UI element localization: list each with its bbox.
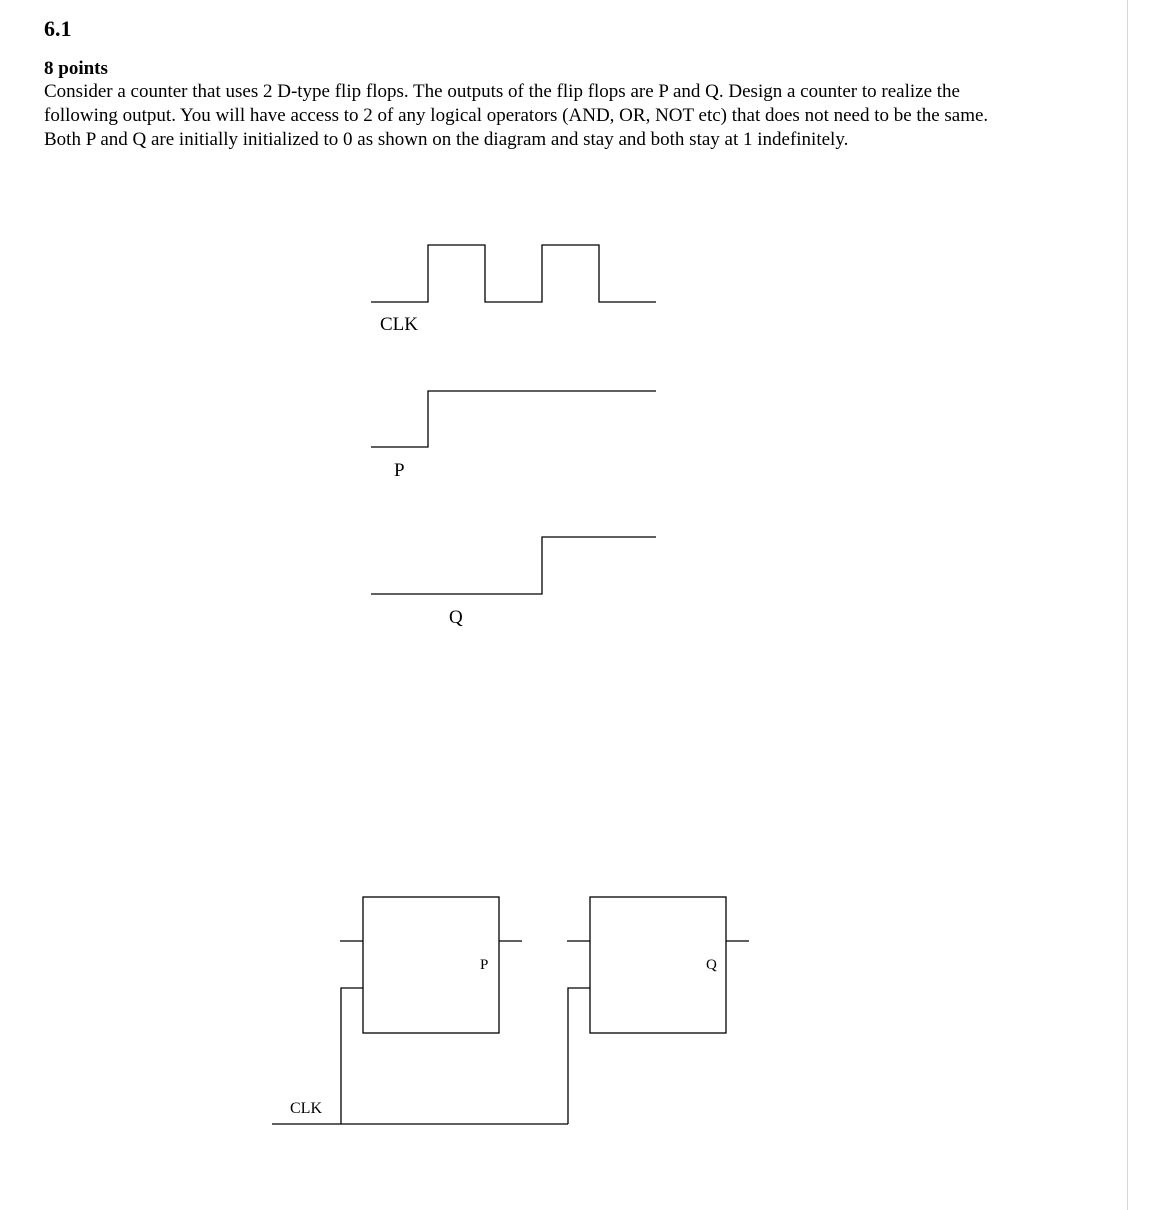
clk-waveform [371, 245, 656, 335]
flip-flop-1-box [363, 897, 499, 1033]
flip-flop-1-output-label: P [480, 957, 489, 973]
p-waveform-label: P [394, 460, 405, 481]
clock-bus-label: CLK [290, 1100, 322, 1117]
q-waveform [371, 537, 656, 628]
flip-flop-2-clk-input [568, 988, 590, 1124]
clock-bus [272, 1100, 568, 1124]
flip-flop-2-output-label: Q [706, 957, 717, 973]
question-number: 6.1 [44, 16, 72, 41]
flip-flop-2 [567, 897, 749, 1124]
question-text: Consider a counter that uses 2 D-type flip flops. The outputs of the flip flops are P and Q. Design a counter to realize the following output. You will have access to 2 of any logical operators (AND, OR, NOT etc) that does not need to be the same. Both P and Q are initially initialized to 0 as shown on the diagram and stay and both stay at 1 indefinitely. [44, 81, 989, 150]
clk-waveform-label: CLK [380, 314, 418, 335]
q-waveform-label: Q [449, 607, 463, 628]
question-points: 8 points [44, 58, 108, 79]
flip-flop-1-clk-input [341, 988, 363, 1124]
flip-flop-1 [340, 897, 522, 1124]
p-waveform [371, 391, 656, 481]
